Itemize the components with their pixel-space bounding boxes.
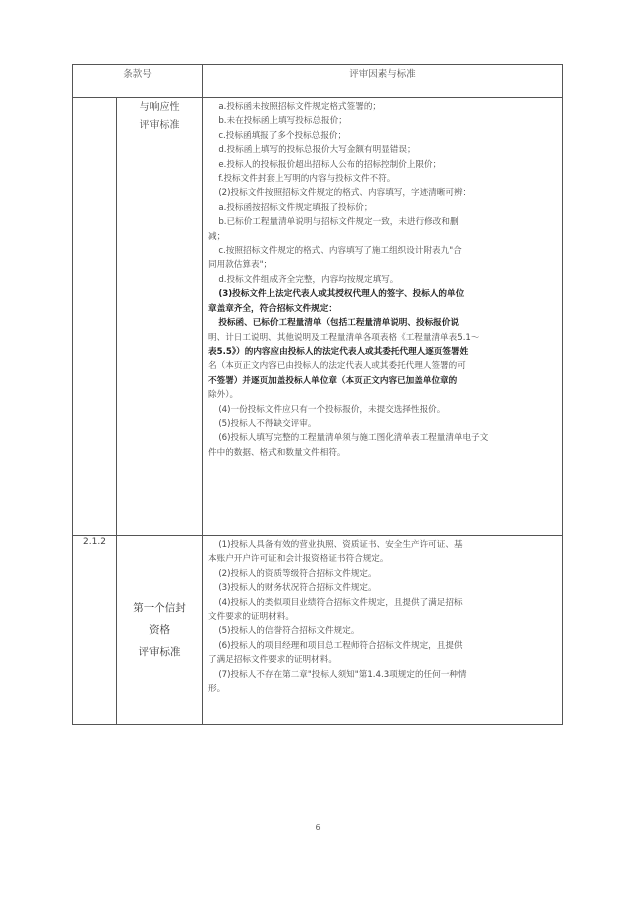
standard-line: 明、计日工说明、其他说明及工程量清单各项表格《工程量清单表5.1～ bbox=[208, 332, 480, 343]
standard-line-bold: 投标函、已标价工程量清单（包括工程量清单说明、投标报价说 bbox=[218, 318, 459, 329]
standard-line: (6)投标人填写完整的工程量清单须与施工图化清单表工程量清单电子文 bbox=[218, 433, 489, 444]
standard-line: a.投标函未按照招标文件规定格式签署的； bbox=[218, 102, 382, 112]
standard-line: 文件要求的证明材料。 bbox=[208, 612, 294, 623]
standard-line-bold: (3)投标文件上法定代表人或其授权代理人的签字、投标人的单位 bbox=[218, 289, 465, 300]
clause-name-line: 评审标准 bbox=[138, 646, 181, 658]
table-header-row bbox=[73, 65, 563, 98]
standard-line-bold: 表5.5》）的内容应由投标人的法定代表人或其委托代理人逐页签署姓 bbox=[208, 346, 469, 357]
clause-name-line: 评审标准 bbox=[139, 120, 180, 131]
standard-line: 了满足招标文件要求的证明材料。 bbox=[208, 655, 337, 666]
clause-name-line: 资格 bbox=[149, 624, 170, 636]
page-number: 6 bbox=[315, 823, 321, 832]
standard-line: b.未在投标函上填写投标总报价； bbox=[218, 116, 347, 127]
clause-name-line: 第一个信封 bbox=[133, 602, 186, 614]
header-clause-number: 条款号 bbox=[73, 65, 203, 98]
clause-number-cell bbox=[73, 98, 117, 536]
standard-line: 名（本页正文内容已由投标人的法定代表人或其委托代理人签署的可 bbox=[208, 361, 466, 372]
document-page bbox=[72, 64, 562, 725]
standard-line: (6)投标人的项目经理和项目总工程师符合招标文件规定，且提供 bbox=[218, 640, 463, 651]
standard-line: d.投标文件组成齐全完整，内容均按规定填写。 bbox=[218, 274, 399, 285]
standard-line-bold: 章盖章齐全，符合招标文件规定： bbox=[208, 303, 337, 314]
standard-line: (4)投标人的类似项目业绩符合招标文件规定，且提供了满足招标 bbox=[218, 597, 463, 608]
clause-name-cell bbox=[117, 98, 203, 536]
clause-number-cell: 2.1.2 bbox=[73, 536, 117, 725]
standard-line: (2)投标文件按照招标文件规定的格式、内容填写，字迹清晰可辨： bbox=[218, 188, 472, 199]
standard-line: (3)投标人的财务状况符合招标文件规定。 bbox=[218, 583, 377, 594]
standard-line: (2)投标人的资质等级符合招标文件规定。 bbox=[218, 568, 377, 579]
evaluation-table bbox=[72, 64, 563, 725]
standard-line: (5)投标人不得缺交评审。 bbox=[218, 418, 317, 429]
clause-name-line: 与响应性 bbox=[139, 102, 180, 113]
standard-line: c.投标函填报了多个投标总报价； bbox=[218, 130, 347, 141]
standard-line: 本账户开户许可证和会计报资格证书符合规定。 bbox=[208, 554, 389, 565]
standard-line: 除外）。 bbox=[208, 390, 239, 401]
header-evaluation-standard: 评审因素与标准 bbox=[203, 65, 563, 98]
standard-line: c.按照招标文件规定的格式、内容填写了施工组织设计附表九"合 bbox=[218, 246, 462, 257]
clause-standard-cell bbox=[203, 536, 563, 725]
standard-line: a.投标函按招标文件规定填报了投标价； bbox=[218, 202, 373, 213]
standard-line: b.已标价工程量清单说明与招标文件规定一致，未进行修改和删 bbox=[218, 217, 459, 228]
standard-line: f.投标文件封套上写明的内容与投标文件不符。 bbox=[218, 174, 396, 185]
standard-line: d.投标函上填写的投标总报价大写金额有明显错误； bbox=[218, 145, 416, 156]
clause-name-cell bbox=[117, 536, 203, 725]
standard-line: (5)投标人的信誉符合招标文件规定。 bbox=[218, 626, 360, 637]
standard-line: 减； bbox=[208, 231, 226, 242]
standard-line: (1)投标人具备有效的营业执照、资质证书、安全生产许可证、基 bbox=[218, 540, 463, 550]
standard-line: 同用款估算表"； bbox=[208, 260, 273, 271]
standard-line: (4)一份投标文件应只有一个投标报价，未提交选择性报价。 bbox=[218, 404, 446, 415]
clause-standard-cell bbox=[203, 98, 563, 536]
standard-line-bold: 不签署）并逐页加盖投标人单位章（本页正文内容已加盖单位章的 bbox=[208, 375, 458, 386]
table-row bbox=[73, 98, 563, 536]
standard-line: 件中的数据、格式和数量文件相符。 bbox=[208, 447, 346, 458]
table-row bbox=[73, 536, 563, 725]
standard-line: (7)投标人不存在第二章"投标人须知"第1.4.3项规定的任何一种情 bbox=[218, 669, 467, 680]
standard-line: e.投标人的投标报价超出招标人公布的招标控制价上限价； bbox=[218, 159, 442, 170]
standard-line: 形。 bbox=[208, 684, 226, 695]
